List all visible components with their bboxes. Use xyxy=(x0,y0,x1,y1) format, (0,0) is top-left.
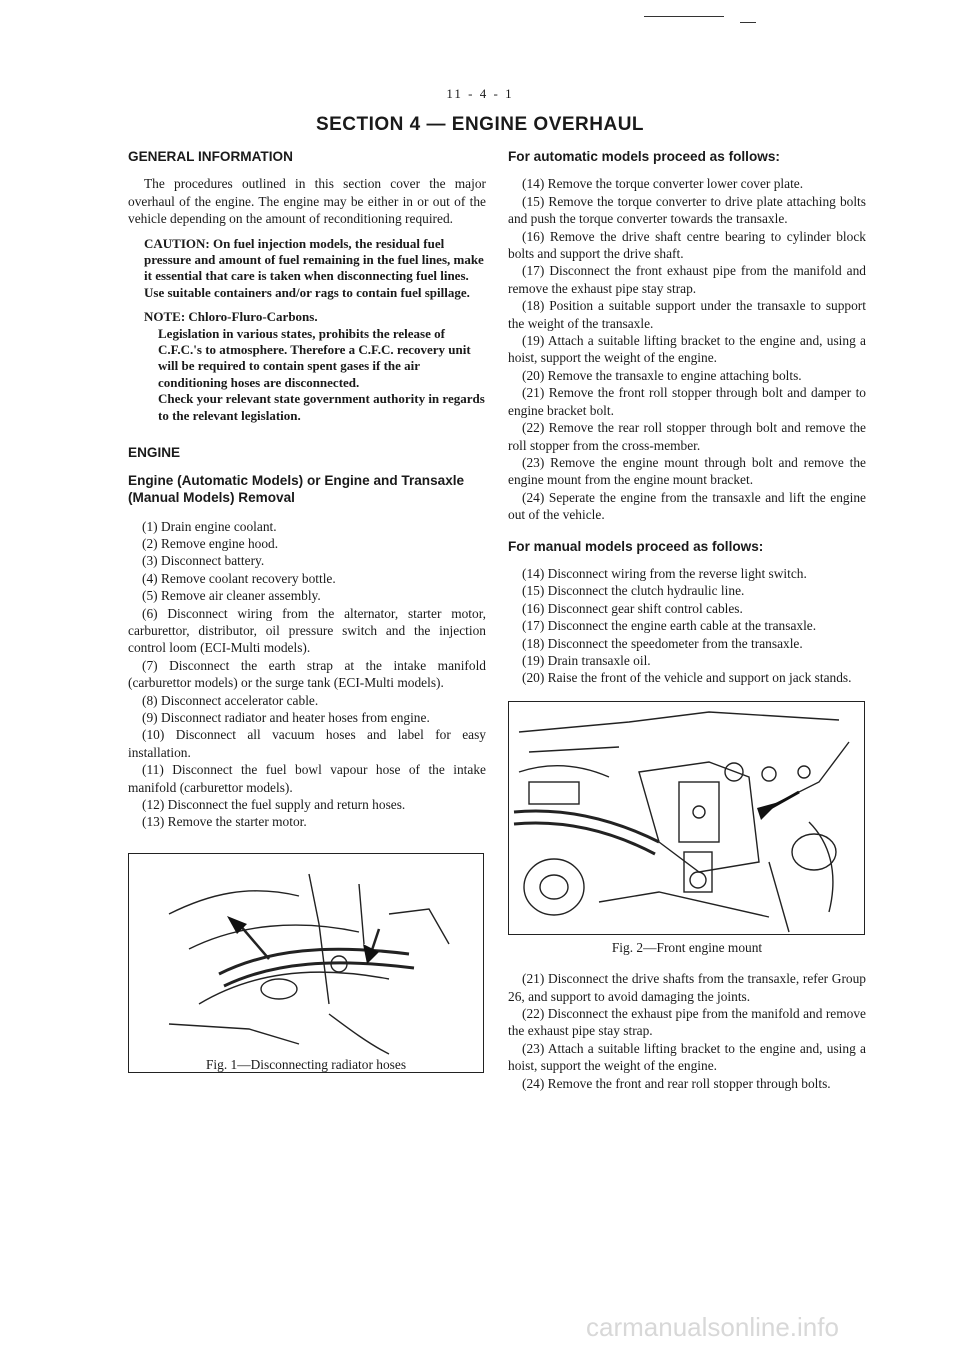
list-item: (4) Remove coolant recovery bottle. xyxy=(142,570,336,586)
list-item: (7) Disconnect the earth strap at the intake manifold (carburettor models) or the surge tank (ECI-Multi models). xyxy=(128,657,486,691)
list-item: (3) Disconnect battery. xyxy=(142,553,265,569)
list-item: (20) Remove the transaxle to engine attaching bolts. xyxy=(522,367,802,383)
list-item: (2) Remove engine hood. xyxy=(142,535,279,551)
section-title: SECTION 4 — ENGINE OVERHAUL xyxy=(315,114,645,135)
list-item: (24) Remove the front and rear roll stopper through bolts. xyxy=(522,1075,831,1091)
list-item: (11) Disconnect the fuel bowl vapour hose of the intake manifold (carburettor models). xyxy=(128,762,486,795)
scan-mark xyxy=(740,22,756,23)
list-item: (18) Position a suitable support under the transaxle to support the weight of the transaxle. xyxy=(508,298,866,331)
engine-mount-illustration xyxy=(509,702,864,934)
list-item: (16) Disconnect gear shift control cables. xyxy=(522,600,743,616)
list-item: (5) Remove air cleaner assembly. xyxy=(142,588,321,604)
removal-steps xyxy=(128,518,486,831)
list-item: (15) Disconnect the clutch hydraulic line. xyxy=(522,583,745,599)
figure-2-caption: Fig. 2—Front engine mount xyxy=(611,939,763,955)
figure-1-caption: Fig. 1—Disconnecting radiator hoses xyxy=(205,1057,407,1073)
manual-steps-continued xyxy=(508,970,866,1092)
list-item: (21) Disconnect the drive shafts from the transaxle, refer Group 26, and support to avoid damaging the joints. xyxy=(508,971,866,1004)
caution-text: CAUTION: On fuel injection models, the residual fuel pressure and amount of fuel remaining in the fuel lines, make it essential that care is taken when disconnecting fuel lines. Use suitable containers and/or rags to contain fuel spillage. xyxy=(144,235,484,300)
list-item: (16) Remove the drive shaft centre bearing to cylinder block bolts and support the drive shaft. xyxy=(508,228,866,262)
right-column xyxy=(508,148,866,1092)
general-info-text: The procedures outlined in this section cover the major overhaul of the engine. The engine may be either in or out of the vehicle depending on the amount of reconditioning required. xyxy=(128,176,486,227)
left-column xyxy=(128,148,486,1073)
list-item: (10) Disconnect all vacuum hoses and label for easy installation. xyxy=(128,727,486,760)
manual-steps xyxy=(508,565,866,687)
list-item: (13) Remove the starter motor. xyxy=(142,814,307,830)
list-item: (22) Remove the rear roll stopper through bolt and remove the roll stopper from the cross-member. xyxy=(508,420,866,453)
list-item: (22) Disconnect the exhaust pipe from the manifold and remove the exhaust pipe stay strap. xyxy=(508,1006,866,1039)
engine-heading: ENGINE xyxy=(128,445,181,461)
list-item: (17) Disconnect the front exhaust pipe from the manifold and remove the exhaust pipe stay strap. xyxy=(508,263,866,296)
list-item: (12) Disconnect the fuel supply and return hoses. xyxy=(142,797,406,812)
auto-heading: For automatic models proceed as follows: xyxy=(508,149,780,164)
list-item: (6) Disconnect wiring from the alternator, starter motor, carburettor, distributor, oil pressure switch and the injection control loom (ECI-Multi models). xyxy=(128,605,486,656)
list-item: (1) Drain engine coolant. xyxy=(142,518,277,534)
note-title: NOTE: Chloro-Fluro-Carbons. xyxy=(144,309,318,325)
list-item: (18) Disconnect the speedometer from the transaxle. xyxy=(522,635,803,651)
list-item: (23) Attach a suitable lifting bracket to the engine and, using a hoist, support the weight of the engine. xyxy=(508,1040,866,1074)
list-item: (14) Remove the torque converter lower cover plate. xyxy=(522,176,804,192)
radiator-hoses-illustration xyxy=(129,854,483,1072)
auto-steps xyxy=(508,175,866,523)
list-item: (21) Remove the front roll stopper through bolt and damper to engine bracket bolt. xyxy=(508,385,866,418)
scan-mark xyxy=(644,16,724,17)
note-text-2: Check your relevant state government authority in regards to the relevant legislation. xyxy=(158,391,485,423)
list-item: (19) Drain transaxle oil. xyxy=(522,652,651,668)
list-item: (9) Disconnect radiator and heater hoses from engine. xyxy=(142,709,430,725)
list-item: (17) Disconnect the engine earth cable at the transaxle. xyxy=(522,618,817,634)
list-item: (23) Remove the engine mount through bolt and remove the engine mount from the engine mount bracket. xyxy=(508,454,866,488)
page-number: 11 - 4 - 1 xyxy=(446,86,514,101)
note-block xyxy=(128,309,486,424)
list-item: (14) Disconnect wiring from the reverse light switch. xyxy=(522,565,807,581)
list-item: (15) Remove the torque converter to drive plate attaching bolts and push the torque converter towards the transaxle. xyxy=(508,193,866,227)
note-text: Legislation in various states, prohibits the release of C.F.C.'s to atmosphere. Therefore a C.F.C. recovery unit will be required to contain spent gases if the air conditioning hoses are disconnected. xyxy=(158,325,471,390)
caution-block xyxy=(128,236,486,302)
watermark: carmanualsonline.info xyxy=(586,1312,839,1342)
list-item: (20) Raise the front of the vehicle and support on jack stands. xyxy=(522,670,852,686)
general-info-heading: GENERAL INFORMATION xyxy=(128,149,293,164)
figure-2 xyxy=(508,701,865,935)
list-item: (8) Disconnect accelerator cable. xyxy=(142,692,319,708)
list-item: (19) Attach a suitable lifting bracket to the engine and, using a hoist, support the weight of the engine. xyxy=(508,333,866,366)
manual-heading: For manual models proceed as follows: xyxy=(508,538,764,554)
list-item: (24) Seperate the engine from the transaxle and lift the engine out of the vehicle. xyxy=(508,489,866,523)
figure-1 xyxy=(128,853,484,1073)
removal-heading: Engine (Automatic Models) or Engine and Transaxle (Manual Models) Removal xyxy=(128,472,465,505)
